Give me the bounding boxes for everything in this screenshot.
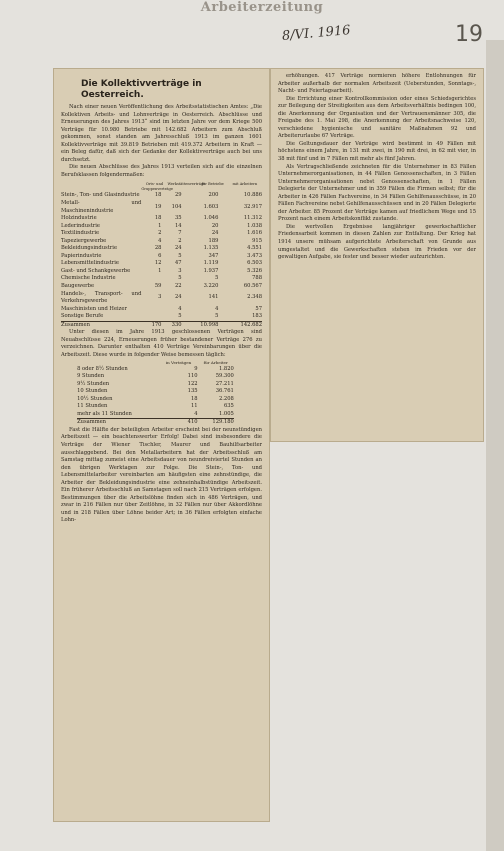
table-cell: 6 xyxy=(158,252,162,259)
row-label: Maschinisten und Heizer xyxy=(61,305,127,312)
table-cell: 59.300 xyxy=(215,373,234,380)
table-cell: 3.473 xyxy=(247,252,262,259)
table-cell: 788 xyxy=(252,275,262,282)
table-row xyxy=(61,306,262,314)
table-cell: 183 xyxy=(252,313,262,320)
column-header: Werkstättenverträge xyxy=(167,182,206,187)
row-label: 9½ Stunden xyxy=(77,380,110,387)
paragraph: Nach einer neuen Veröffentlichung des Arbeitsstatistischen Amtes: „Die Kollektiven Arbeits- und Lohnverträge in Oesterreich. Abschlüsse und Erneuerungen des Jahres 1913“ sind im letzten Jahre vor dem Kriege 500 Verträge für 10.980 Betriebe mit 142.682 Arbeitern zum Abschluß gekommen, sonst standen am Jahresschluß 1913 im ganzen 1601 Kollektivverträge mit 39.819 Betrieben mit 419.372 Arbeitern in Kraft — ein Beleg dafür, daß sich der Gedanke der Kollektivverträge auch bei uns durchsetzt. xyxy=(61,104,262,163)
table-cell: 347 xyxy=(208,252,219,259)
total-cell: 142.682 xyxy=(218,321,262,329)
table-cell: 47 xyxy=(174,260,182,267)
table-cell: 4 xyxy=(178,305,182,312)
table-cell: 189 xyxy=(208,237,219,244)
table-cell: 4.551 xyxy=(247,245,262,252)
table-cell: 24 xyxy=(211,230,219,237)
table-cell: 57 xyxy=(255,305,262,312)
table-cell: 19 xyxy=(154,203,162,210)
handwritten-date: 8/VI. 1916 xyxy=(281,23,352,44)
table-cell: 18 xyxy=(154,192,162,199)
paragraph: Die Errichtung einer Kontrollkommission oder eines Schiedsgerichtes zur Beilegung der Streitigkeiten aus dem Arbeitsverhältnis bedingen 100, die Anerkennung der Organisation und der Vertrauensmänner 305, die Freigabe des 1. Mai 298, die Anerkennung der Arbeitsnachweise 120, verschiedene hygienische und sanitäre Maßnahmen 92 und Arbeiterurlaube 67 Verträge. xyxy=(278,95,476,140)
table-row xyxy=(77,381,234,389)
table-row xyxy=(61,192,262,200)
row-label: Stein-, Ton- und Glasindustrie xyxy=(61,192,140,199)
column-header: Orts- und Gruppenverträge xyxy=(141,182,173,191)
column-header: in Verträgen xyxy=(165,359,192,365)
row-label: Sonstige Berufe xyxy=(61,313,104,320)
row-label: Bekleidungsindustrie xyxy=(61,245,118,252)
table-row xyxy=(61,283,262,291)
table-cell: 1.119 xyxy=(203,260,219,267)
paragraph: erhöhungen. 417 Verträge normieren höhere Entlohnungen für Arbeiter außerhalb der normalen Arbeitszeit (Ueberstunden, Sonntags-, Nacht- und Feiertagsarbeit). xyxy=(278,73,476,95)
table-row xyxy=(61,313,262,321)
table-cell: 10.886 xyxy=(243,192,262,199)
table-cell xyxy=(141,313,161,321)
table-cell: 110 xyxy=(187,373,198,380)
total-cell: 410 xyxy=(159,419,197,427)
table-cell: 27.211 xyxy=(215,380,234,387)
row-label: 10½ Stunden xyxy=(77,395,113,402)
table-cell: 11.312 xyxy=(243,215,262,222)
table-cell: 2.348 xyxy=(247,294,262,301)
table-cell: 60.567 xyxy=(243,283,262,290)
table-cell: 2 xyxy=(178,237,182,244)
table-cell: 1.135 xyxy=(203,245,219,252)
row-label: Papierindustrie xyxy=(61,252,102,259)
table-row xyxy=(61,230,262,238)
industry-table xyxy=(61,192,262,329)
table-cell: 12 xyxy=(154,260,162,267)
table-cell: 5.326 xyxy=(247,267,262,274)
row-label: 9 Stunden xyxy=(77,373,105,380)
paragraph: Fast die Hälfte der beteiligten Arbeiter erscheint bei der neunstündigen Arbeitszeit — ein beachtenswerter Erfolg! Dabei sind insbesondere die Verträge der Wiener Tischler, Maurer und Bauhilfsarbeiter ausschlaggebend. Bei den Metallarbeitern hat der Arbeitsschluß am Samstag mittag zumeist eine Arbeitsdauer von neundreiviertel Stunden an den übrigen Werktagen zur Folge. Die Stein-, Ton- und Lebensmittelarbeiter vereinbarten am häufigsten eine zehnstündige, die Arbeiter der Bekleidungsindustrie eine zehneinhalbstündige Arbeitszeit. Ein früherer Arbeitsschluß an Samstagen soll nach 215 Verträgen erfolgen. Bestimmungen über die Arbeitslöhne finden sich in 486 Verträgen, und zwar in 216 Fällen nur über Zeitlöhne, in 32 Fällen nur über Akkordlöhne und in 218 Fällen über Löhne beider Art; in 36 Fällen erfolgten einfache Lohn- xyxy=(61,426,262,524)
table-cell: 28 xyxy=(154,245,162,252)
table-row xyxy=(61,260,262,268)
paragraph: Als Vertragschließende zeichneten für die Unternehmer in 83 Fällen Unternehmerorganisationen, in 44 Fällen Genossenschaften, in 3 Fällen Unternehmerorganisationen nebst Genossenschaften, in 1 Fällen Delegierte der Unternehmer und in 359 Fällen die Firmen selbst; für die Arbeiter in 426 Fällen Fachvereine, in 34 Fällen Gehilfenausschüsse, in 20 Fällen Fachvereine nebst Gehilfenausschüssen und in 20 Fällen Delegierte der Arbeiter. 85 Prozent der Verträge kamen auf friedlichem Wege und 15 Prozent nach einem Arbeitskonflikt zustande. xyxy=(278,163,476,223)
table-cell: 104 xyxy=(171,203,182,210)
table-cell: 24 xyxy=(174,245,182,252)
total-cell: 129.180 xyxy=(198,419,234,427)
table-cell: 5 xyxy=(215,275,219,282)
table-cell: 1.038 xyxy=(247,222,262,229)
row-label: Holzindustrie xyxy=(61,215,97,222)
paragraph: Die neuen Abschlüsse des Jahres 1913 verteilen sich auf die einzelnen Berufsklassen folgendermaßen: xyxy=(61,164,262,178)
table-cell: 2.208 xyxy=(218,395,234,402)
table-row xyxy=(77,403,234,411)
table-cell: 36.761 xyxy=(215,388,234,395)
table-cell: 35 xyxy=(174,215,182,222)
column-header: mit Arbeitern xyxy=(232,182,258,187)
table-cell: 14 xyxy=(174,222,182,229)
row-label: Baugewerbe xyxy=(61,283,95,290)
table-cell: 135 xyxy=(187,388,198,395)
newspaper-name: Arbeiterzeitung xyxy=(200,0,324,15)
scan-shadow xyxy=(486,40,504,851)
column-header: für Betriebe xyxy=(201,182,224,187)
table-cell: 122 xyxy=(187,380,198,387)
row-label: Chemische Industrie xyxy=(61,275,116,282)
table-cell: 18 xyxy=(154,215,162,222)
total-cell: 330 xyxy=(161,321,181,329)
table-cell: 1.820 xyxy=(218,365,234,372)
row-label: Lebensmittelindustrie xyxy=(61,260,120,267)
row-label: Handels-, Transport- und Verkehrsgewerbe xyxy=(61,290,142,305)
table-row xyxy=(77,396,234,404)
row-label: Gast- und Schankgewerbe xyxy=(61,267,131,274)
table-row xyxy=(61,223,262,231)
row-label: 10 Stunden xyxy=(77,388,108,395)
table-cell: 1.616 xyxy=(247,230,262,237)
row-label: Lederindustrie xyxy=(61,222,101,229)
table-cell: 4 xyxy=(194,410,198,417)
table-row xyxy=(61,215,262,223)
row-label: Metall- und Maschinenindustrie xyxy=(61,200,142,214)
paragraph: Die wertvollen Ergebnisse langjähriger gewerkschaftlicher Friedensarbeit kommen in diesen Zahlen zur Entfaltung. Der Krieg hat 1914 unsere mühsam aufgerichtete Arbeiterschaft von Grunde aus umgestaltet und die Gewerkschaften stehen im Frieden vor der gewaltigen Aufgabe, sie fester und besser wieder aufzurichten. xyxy=(278,223,476,261)
table-cell: 24 xyxy=(174,294,182,301)
table-cell: 200 xyxy=(208,192,219,199)
table-cell: 29 xyxy=(174,192,182,199)
table-row xyxy=(77,411,234,419)
row-label: mehr als 11 Stunden xyxy=(77,410,132,417)
total-cell: 10.998 xyxy=(182,321,219,329)
table-row xyxy=(61,253,262,261)
paragraph: Unter diesen im Jahre 1913 geschlossenen Verträgen sind Neuabschlüsse 224, Erneuerungen früher bestandener Verträge 276 zu verzeichnen. Darunter enthalten 410 Verträge Vereinbarungen über die Arbeitszeit. Diese wurde in folgender Weise bemessen täglich: xyxy=(61,329,262,358)
table-row xyxy=(77,366,234,374)
row-label: 8 oder 8½ Stunden xyxy=(77,365,128,372)
row-label: Textilindustrie xyxy=(61,230,100,237)
table-cell: 3.220 xyxy=(203,283,219,290)
table-cell: 5 xyxy=(178,313,182,320)
table-row xyxy=(61,291,262,306)
article-headline: Die Kollektivverträge in Oesterreich. xyxy=(81,79,202,100)
table-cell: 7 xyxy=(178,230,182,237)
table-total-row xyxy=(77,419,234,427)
table-cell: 915 xyxy=(252,237,262,244)
table-cell: 635 xyxy=(223,403,234,410)
table-cell: 4 xyxy=(215,305,219,312)
column-header: für Arbeiter xyxy=(203,359,228,365)
table-cell: 141 xyxy=(208,294,219,301)
table-cell: 5 xyxy=(215,313,219,320)
table-cell: 20 xyxy=(211,222,219,229)
table-cell: 59 xyxy=(154,283,162,290)
table-cell: 1 xyxy=(158,222,162,229)
clipping-column-right xyxy=(270,68,484,442)
paragraph: Die Geltungsdauer der Verträge wird bestimmt in 49 Fällen mit höchstens einem Jahre, in 131 mit zwei, in 190 mit drei, in 62 mit vier, in 38 mit fünf und in 7 Fällen mit mehr als fünf Jahren. xyxy=(278,140,476,163)
table-cell: 32.917 xyxy=(243,203,262,210)
clipping-column-left xyxy=(53,68,270,822)
table-total-row xyxy=(61,321,262,329)
table-cell: 1.937 xyxy=(203,267,219,274)
table-cell: 3 xyxy=(158,294,162,301)
table-row xyxy=(61,268,262,276)
table-cell xyxy=(141,275,161,283)
table-cell: 22 xyxy=(174,283,182,290)
table-cell: 1 xyxy=(158,267,162,274)
table-cell: 4 xyxy=(158,237,162,244)
table-cell: 9 xyxy=(194,365,198,372)
table-cell: 2 xyxy=(158,230,162,237)
table-cell: 5 xyxy=(178,275,182,282)
table-cell: 11 xyxy=(190,403,198,410)
handwritten-number: 19 xyxy=(455,22,483,47)
table-cell: 3 xyxy=(178,267,182,274)
table-cell: 1.603 xyxy=(203,203,219,210)
table-header xyxy=(61,182,262,191)
row-label: 11 Stunden xyxy=(77,403,108,410)
table-row xyxy=(77,388,234,396)
table-cell xyxy=(141,306,161,314)
table-row xyxy=(61,238,262,246)
table-row xyxy=(61,200,262,215)
table-cell: 1.005 xyxy=(218,410,234,417)
table-cell: 6.503 xyxy=(247,260,262,267)
table-cell: 5 xyxy=(178,252,182,259)
total-label: Zusammen xyxy=(77,419,159,427)
table-cell: 18 xyxy=(190,395,198,402)
table-row xyxy=(61,245,262,253)
total-cell: 170 xyxy=(141,321,161,329)
working-hours-table xyxy=(77,360,234,427)
table-cell: 1.046 xyxy=(203,215,219,222)
total-label: Zusammen xyxy=(61,321,141,329)
table-row xyxy=(77,373,234,381)
row-label: Tapeziergewerbe xyxy=(61,237,107,244)
table-row xyxy=(61,275,262,283)
